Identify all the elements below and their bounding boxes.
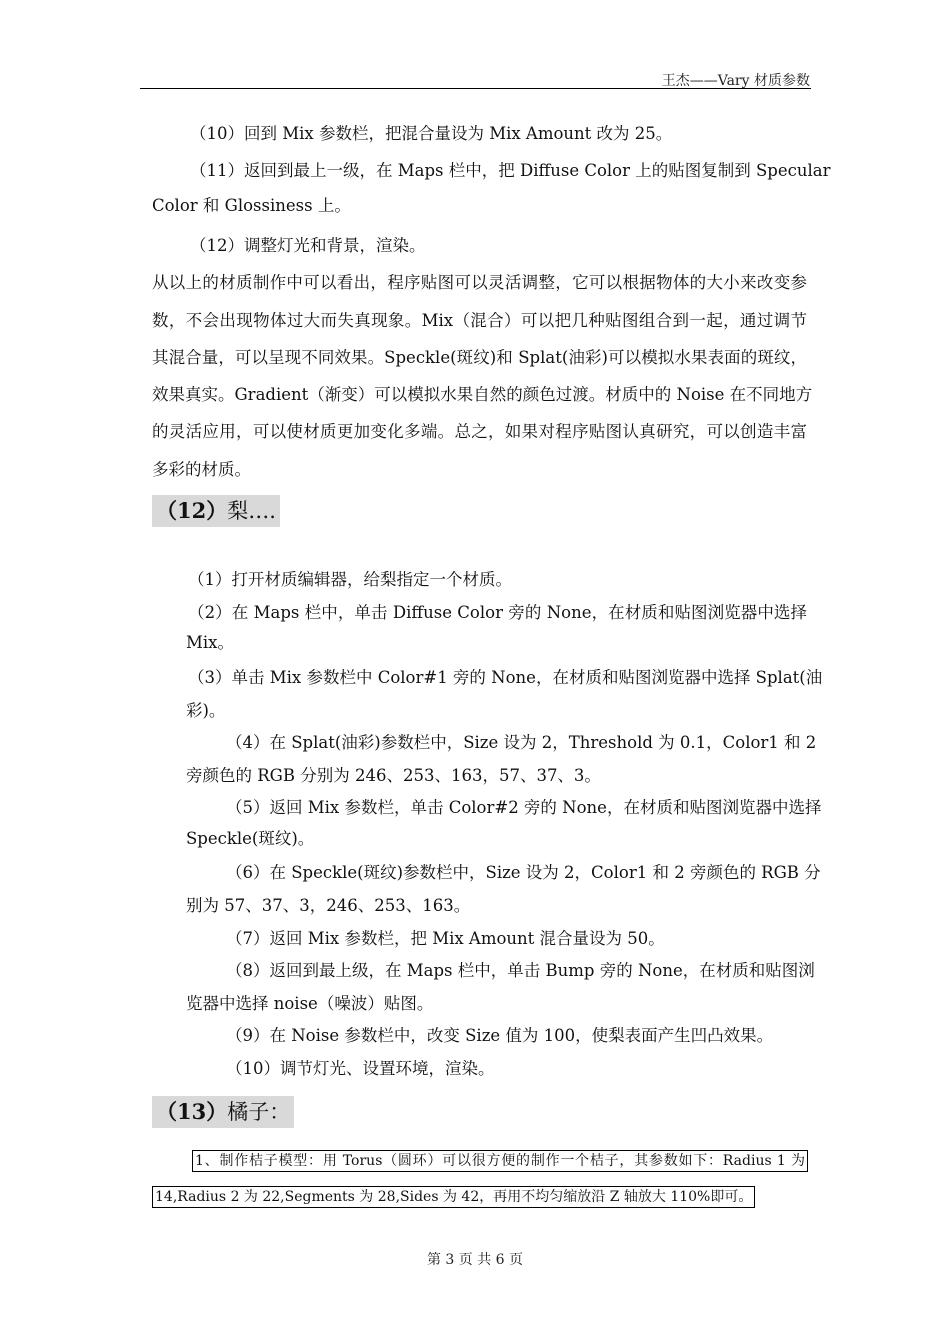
boxed-text-line: 1、制作桔子模型：用 Torus（圆环）可以很方便的制作一个桔子，其参数如下：Radius 1 为 (192, 1150, 808, 1172)
text-line: 览器中选择 noise（噪波）贴图。 (186, 994, 434, 1013)
text-line: 多彩的材质。 (152, 460, 251, 479)
section-title: 梨…. (227, 499, 276, 523)
section-number: （13） (156, 1099, 228, 1124)
boxed-text-line: 14,Radius 2 为 22,Segments 为 28,Sides 为 42，再用不均匀缩放沿 Z 轴放大 110%即可。 (152, 1186, 755, 1208)
header-divider (140, 88, 811, 89)
text-line: （6）在 Speckle(斑纹)参数栏中，Size 设为 2，Color1 和 2 旁颜色的 RGB 分 (226, 863, 821, 882)
text-line: （9）在 Noise 参数栏中，改变 Size 值为 100，使梨表面产生凹凸效果。 (226, 1026, 774, 1045)
text-line: （12）调整灯光和背景，渲染。 (190, 236, 426, 255)
text-line: 效果真实。Gradient（渐变）可以模拟水果自然的颜色过渡。材质中的 Noise 在不同地方 (152, 385, 813, 404)
text-line: 其混合量，可以呈现不同效果。Speckle(斑纹)和 Splat(油彩)可以模拟水果表面的斑纹， (152, 348, 807, 367)
text-line: Color 和 Glossiness 上。 (152, 196, 351, 215)
text-line: 别为 57、37、3，246、253、163。 (186, 896, 471, 915)
text-line: 的灵活应用，可以使材质更加变化多端。总之，如果对程序贴图认真研究，可以创造丰富 (152, 422, 807, 441)
text-line: （10）调节灯光、设置环境，渲染。 (226, 1059, 495, 1078)
text-line: （10）回到 Mix 参数栏，把混合量设为 Mix Amount 改为 25。 (190, 124, 673, 143)
text-line: （7）返回 Mix 参数栏，把 Mix Amount 混合量设为 50。 (226, 929, 665, 948)
text-line: （5）返回 Mix 参数栏，单击 Color#2 旁的 None，在材质和贴图浏览器中选择 (226, 798, 822, 817)
text-line: （1）打开材质编辑器，给梨指定一个材质。 (188, 570, 512, 589)
page-footer: 第 3 页 共 6 页 (426, 1252, 524, 1268)
section-heading-pear (152, 495, 280, 527)
text-line: Mix。 (186, 633, 234, 652)
text-line: 从以上的材质制作中可以看出，程序贴图可以灵活调整，它可以根据物体的大小来改变参 (152, 273, 807, 292)
text-line: （3）单击 Mix 参数栏中 Color#1 旁的 None，在材质和贴图浏览器中选择 Splat(油 (188, 668, 823, 687)
text-line: 数，不会出现物体过大而失真现象。Mix（混合）可以把几种贴图组合到一起，通过调节 (152, 311, 807, 330)
text-line: （11）返回到最上一级，在 Maps 栏中，把 Diffuse Color 上的贴图复制到 Specular (190, 161, 831, 180)
section-number: （12） (156, 498, 228, 523)
section-title: 橘子： (227, 1100, 291, 1124)
text-line: Speckle(斑纹)。 (186, 829, 315, 848)
section-heading-orange (152, 1096, 294, 1128)
text-line: （4）在 Splat(油彩)参数栏中，Size 设为 2，Threshold 为 0.1，Color1 和 2 (226, 733, 817, 752)
text-line: （8）返回到最上级，在 Maps 栏中，单击 Bump 旁的 None，在材质和贴图浏 (226, 961, 815, 980)
page-header: 王杰——Vary 材质参数 (661, 73, 810, 89)
text-line: （2）在 Maps 栏中，单击 Diffuse Color 旁的 None，在材质和贴图浏览器中选择 (188, 603, 807, 622)
text-line: 旁颜色的 RGB 分别为 246、253、163，57、37、3。 (186, 766, 601, 785)
text-line: 彩)。 (186, 701, 226, 720)
